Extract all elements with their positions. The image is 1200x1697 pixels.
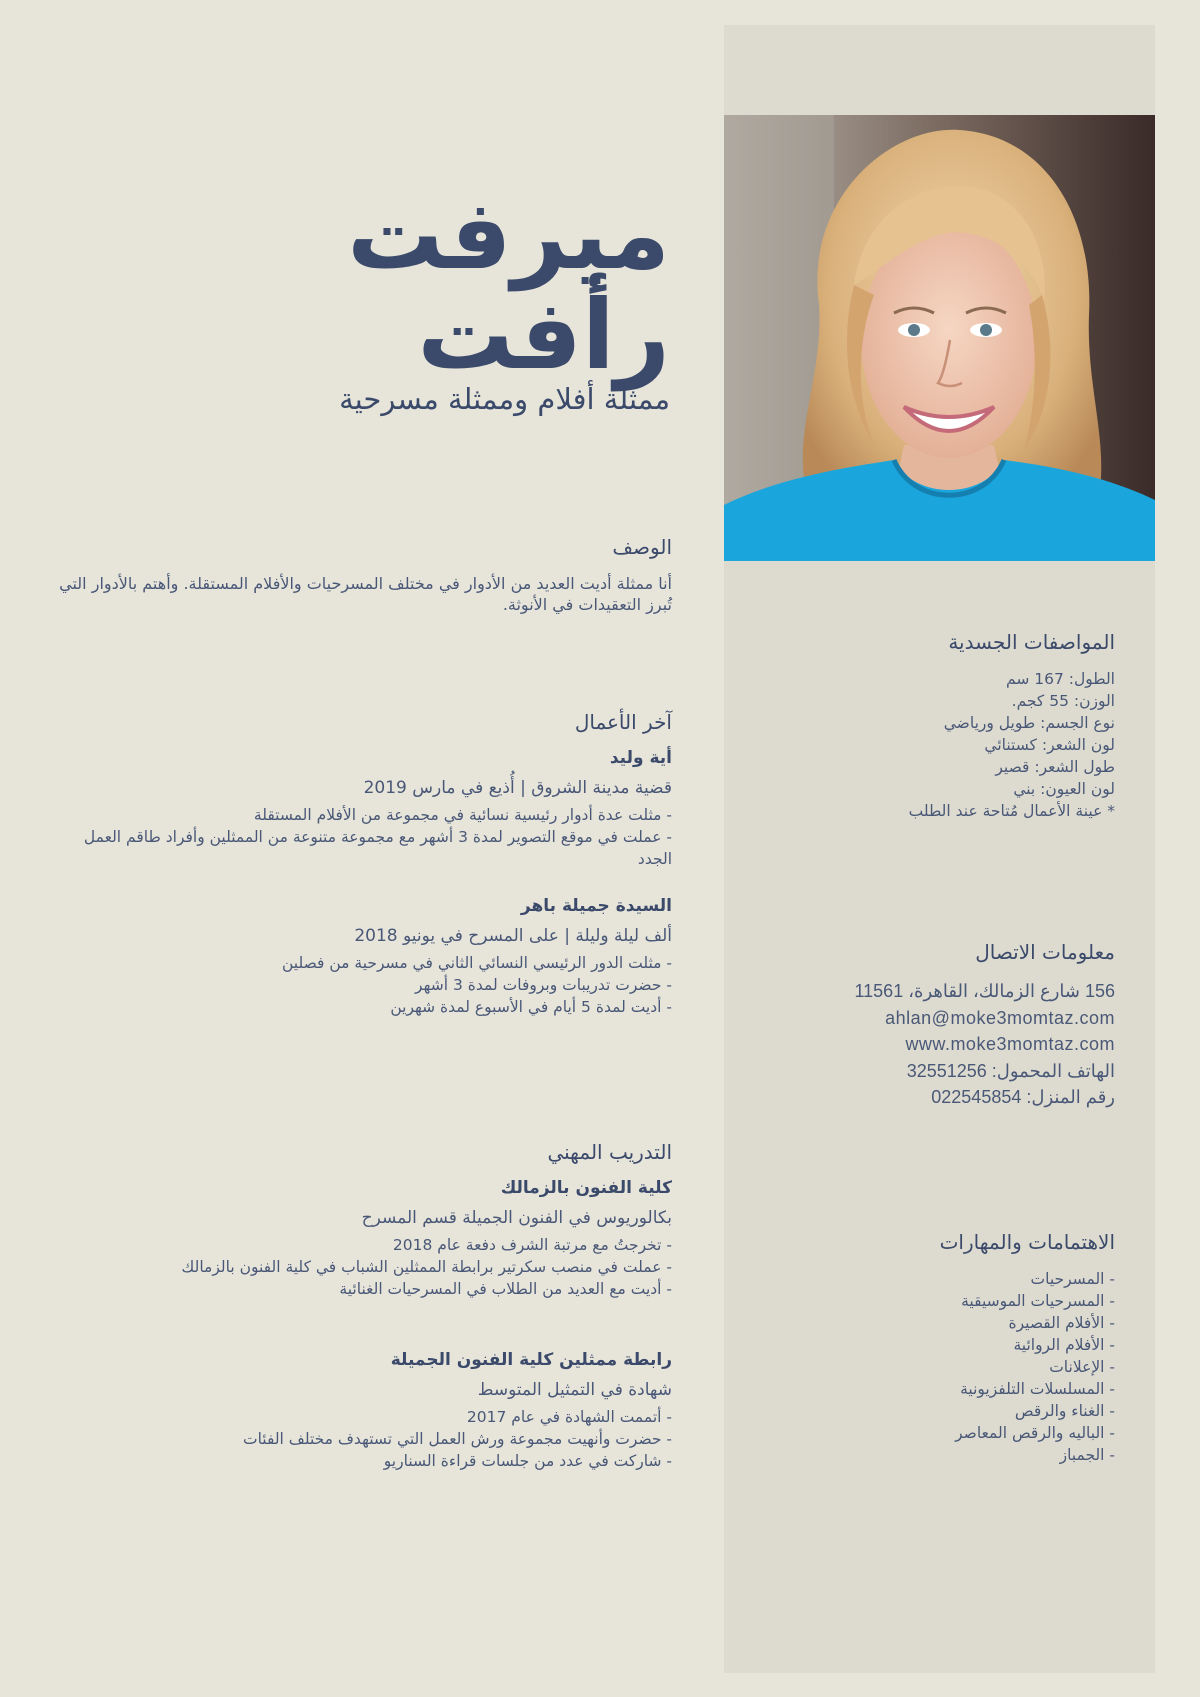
training-subtitle: بكالوريوس في الفنون الجميلة قسم المسرح (361, 1208, 672, 1228)
interests-section (735, 1230, 1115, 1466)
list-item: الطول: 167 سم (1006, 670, 1115, 688)
description-text: أنا ممثلة أديت العديد من الأدوار في مختلف المسرحيات والأفلام المستقلة. وأهتم بالأدوار التي تُبرز التعقيدات في الأنوثة. (59, 574, 672, 614)
list-item: الوزن: 55 كجم. (1011, 692, 1115, 710)
training-item (52, 1178, 672, 1300)
list-item: - الأفلام القصيرة (1008, 1314, 1115, 1332)
name-last: رأفت (417, 279, 670, 391)
list-item: - الغناء والرقص (1014, 1402, 1115, 1420)
training-item (52, 1350, 672, 1472)
work-bullets (52, 952, 672, 1018)
list-item: - تخرجتُ مع مرتبة الشرف دفعة عام 2018 (52, 1234, 672, 1256)
list-item: لون العيون: بني (1013, 780, 1115, 798)
website-link[interactable]: www.moke3momtaz.com (905, 1034, 1115, 1054)
list-item: نوع الجسم: طويل ورياضي (943, 714, 1115, 732)
list-item: - مثلت الدور الرئيسي النسائي الثاني في مسرحية من فصلين (52, 952, 672, 974)
section-heading: الاهتمامات والمهارات (939, 1230, 1115, 1254)
list-item: - عملت في منصب سكرتير برابطة الممثلين الشباب في كلية الفنون بالزمالك (52, 1256, 672, 1278)
email-link[interactable]: ahlan@moke3momtaz.com (885, 1007, 1115, 1028)
training-bullets (52, 1406, 672, 1472)
list-item: - عملت في موقع التصوير لمدة 3 أشهر مع مجموعة متنوعة من الممثلين وأفراد طاقم العمل الجدد (52, 826, 672, 870)
training-title: رابطة ممثلين كلية الفنون الجميلة (390, 1350, 672, 1370)
work-item (52, 748, 672, 870)
contact-section (735, 940, 1115, 1111)
list-item: * عينة الأعمال مُتاحة عند الطلب (908, 802, 1115, 820)
profile-photo (724, 115, 1155, 561)
list-item: - الإعلانات (1049, 1358, 1115, 1376)
training-subtitle: شهادة في التمثيل المتوسط (477, 1380, 672, 1400)
home-phone: رقم المنزل: 022545854 (931, 1087, 1115, 1107)
list-item: - حضرت وأنهيت مجموعة ورش العمل التي تستهدف مختلف الفئات (52, 1428, 672, 1450)
list-item: - مثلت عدة أدوار رئيسية نسائية في مجموعة من الأفلام المستقلة (52, 804, 672, 826)
name-first: ميرفت (347, 179, 670, 291)
physical-list (735, 668, 1115, 822)
interests-list (735, 1268, 1115, 1466)
work-title: السيدة جميلة باهر (520, 896, 672, 916)
list-item: - شاركت في عدد من جلسات قراءة السناريو (52, 1450, 672, 1472)
list-item: طول الشعر: قصير (995, 758, 1115, 776)
work-subtitle: قضية مدينة الشروق | أُذيع في مارس 2019 (363, 778, 672, 798)
training-section (52, 1140, 672, 1472)
name-block (347, 179, 670, 391)
section-heading: التدريب المهني (547, 1140, 672, 1164)
section-heading: الوصف (612, 535, 672, 559)
work-subtitle: ألف ليلة وليلة | على المسرح في يونيو 2018 (354, 926, 672, 946)
list-item: - أتممت الشهادة في عام 2017 (52, 1406, 672, 1428)
list-item: - الجمباز (1059, 1446, 1115, 1464)
job-subtitle: ممثلة أفلام وممثلة مسرحية (339, 382, 670, 416)
address: 156 شارع الزمالك، القاهرة، 11561 (854, 981, 1115, 1001)
work-item (52, 896, 672, 1018)
contact-list (735, 978, 1115, 1111)
training-title: كلية الفنون بالزمالك (500, 1178, 672, 1198)
list-item: - أديت مع العديد من الطلاب في المسرحيات الغنائية (52, 1278, 672, 1300)
list-item: - المسلسلات التلفزيونية (960, 1380, 1115, 1398)
section-heading: المواصفات الجسدية (948, 630, 1115, 654)
list-item: - المسرحيات (1030, 1270, 1115, 1288)
recent-work-section (52, 710, 672, 1018)
description-section (52, 535, 672, 615)
section-heading: آخر الأعمال (574, 710, 672, 734)
list-item: - المسرحيات الموسيقية (961, 1292, 1115, 1310)
training-bullets (52, 1234, 672, 1300)
list-item: - حضرت تدريبات وبروفات لمدة 3 أشهر (52, 974, 672, 996)
mobile-phone: الهاتف المحمول: 32551256 (906, 1060, 1115, 1081)
list-item: - أديت لمدة 5 أيام في الأسبوع لمدة شهرين (52, 996, 672, 1018)
physical-section (735, 630, 1115, 822)
section-heading: معلومات الاتصال (975, 940, 1115, 964)
list-item: - الباليه والرقص المعاصر (955, 1424, 1115, 1442)
work-title: أية وليد (609, 748, 672, 768)
list-item: - الأفلام الروائية (1013, 1336, 1115, 1354)
work-bullets (52, 804, 672, 870)
list-item: لون الشعر: كستنائي (984, 736, 1115, 754)
